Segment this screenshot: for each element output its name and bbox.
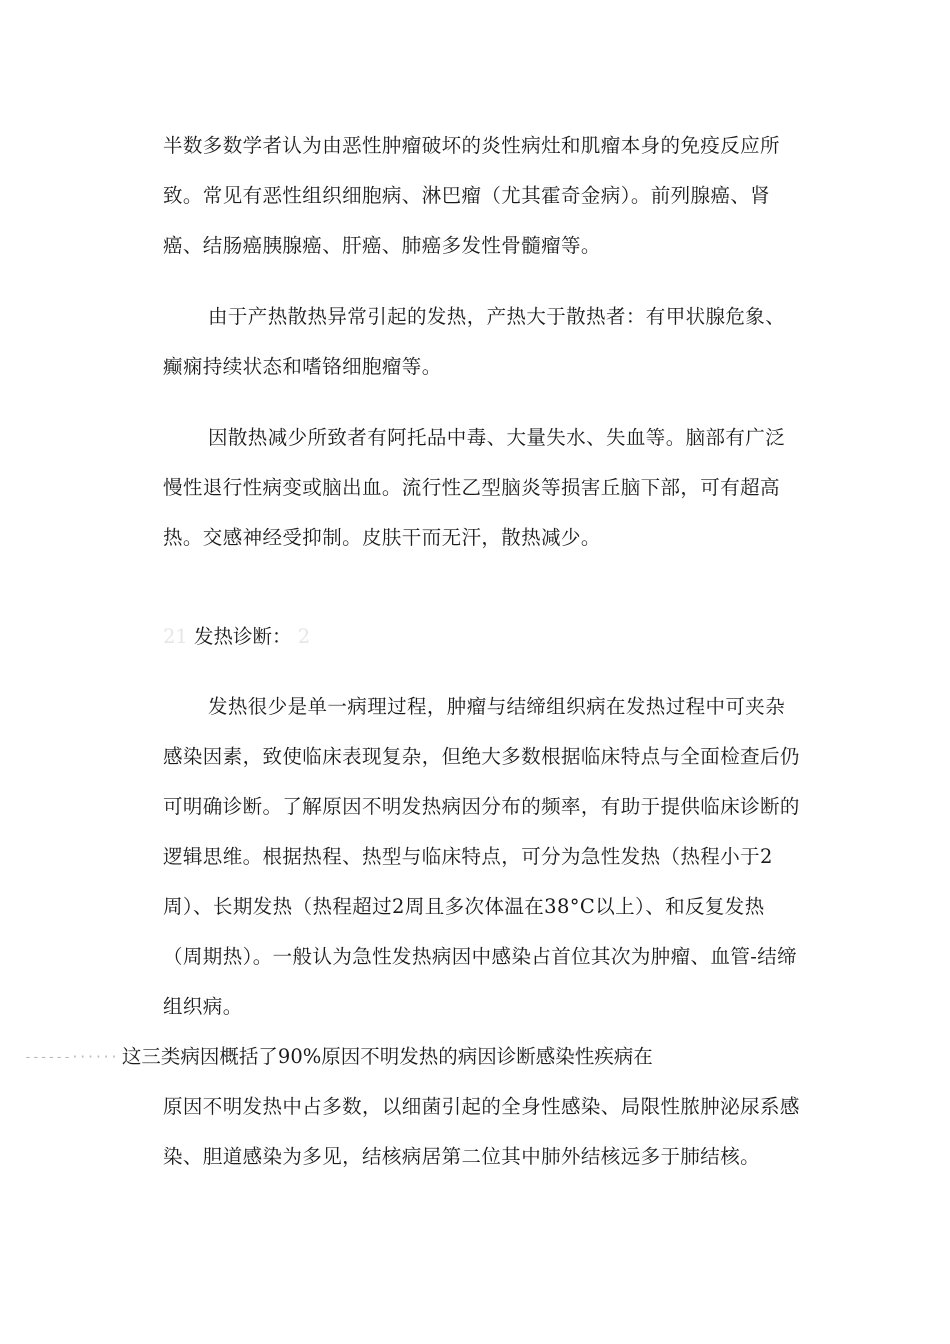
paragraph-infection: 原因不明发热中占多数，以细菌引起的全身性感染、局限性脓肿泌尿系感染、胆道感染为多见，结核病居第二位其中肺外结核远多于肺结核。 bbox=[163, 1095, 800, 1168]
dotted-leader: ------······ bbox=[24, 1050, 118, 1065]
paragraph-heat-dissipation: 因散热减少所致者有阿托品中毒、大量失水、失血等。脑部有广泛慢性退行性病变或脑出血。流行性乙型脑炎等损害丘脑下部，可有超高热。交感神经受抑制。皮肤干而无汗，散热减少。 bbox=[163, 426, 786, 549]
paragraph-tumor-fever: 半数多数学者认为由恶性肿瘤破坏的炎性病灶和肌瘤本身的免疫反应所致。常见有恶性组织细胞病、淋巴瘤（尤其霍奇金病）。前列腺癌、肾癌、结肠癌胰腺癌、肝癌、肺癌多发性骨髓瘤等。 bbox=[163, 134, 780, 257]
paragraph-heat-imbalance: 由于产热散热异常引起的发热，产热大于散热者：有甲状腺危象、癫痫持续状态和嗜铬细胞瘤等。 bbox=[163, 305, 786, 378]
heading-number-suffix: 2 bbox=[297, 625, 311, 648]
heading-number-prefix: 21 bbox=[163, 625, 188, 648]
overflow-line-text: 这三类病因概括了90%原因不明发热的病因诊断感染性疾病在 bbox=[121, 1045, 653, 1068]
heading-title: 发热诊断： bbox=[194, 625, 292, 648]
section-heading bbox=[163, 612, 310, 662]
paragraph-diagnosis: 发热很少是单一病理过程，肿瘤与结缔组织病在发热过程中可夹杂感染因素，致使临床表现复杂，但绝大多数根据临床特点与全面检查后仍可明确诊断。了解原因不明发热病因分布的频率，有助于提供临床诊断的逻辑思维。根据热程、热型与临床特点，可分为急性发热（热程小于2周）、长期发热（热程超过2周且多次体温在38°C以上）、和反复发热（周期热）。一般认为急性发热病因中感染占首位其次为肿瘤、血管-结缔组织病。 bbox=[163, 695, 800, 1018]
paragraph-overflow-line bbox=[24, 1032, 653, 1083]
